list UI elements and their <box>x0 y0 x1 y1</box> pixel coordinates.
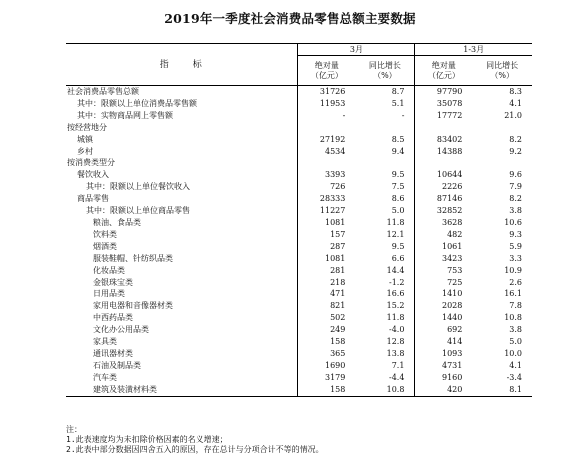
table-header <box>66 44 532 86</box>
table-row <box>66 146 532 158</box>
march-growth-value: 7.5 <box>391 182 405 192</box>
march-growth-value: 16.6 <box>386 289 405 299</box>
row-label: 社会消费品零售总额 <box>66 86 298 98</box>
march-abs-value: 158 <box>330 337 346 347</box>
q-abs-value: 725 <box>415 277 472 289</box>
q-growth-value: 8.2 <box>509 194 522 204</box>
table-row <box>66 348 532 360</box>
q-growth-value: 3.3 <box>509 253 522 263</box>
row-label: 餐饮收入 <box>66 169 298 181</box>
table-row <box>66 157 532 169</box>
march-growth-value: -4.0 <box>388 325 405 335</box>
row-label: 金银珠宝类 <box>66 277 298 289</box>
q-abs-value: 32852 <box>415 205 472 217</box>
march-growth-value <box>355 157 415 169</box>
header-jan-mar: 1-3月 <box>415 44 532 56</box>
q-abs-value: 17772 <box>415 110 472 122</box>
march-abs-value: 249 <box>330 325 346 335</box>
table-row <box>66 384 532 396</box>
march-growth-value <box>355 122 415 134</box>
note-2: 2.此表中部分数据因四舍五入的原因，存在总计与分项合计不等的情况。 <box>66 445 324 454</box>
q-abs-value: 753 <box>415 265 472 277</box>
q-abs-value: 87146 <box>415 193 472 205</box>
march-abs-value: 31726 <box>319 87 346 96</box>
march-abs-value: 365 <box>330 348 346 358</box>
table-row <box>66 134 532 146</box>
q-growth-value: 10.9 <box>504 265 522 275</box>
table-row <box>66 324 532 336</box>
row-label: 其中：实物商品网上零售额 <box>66 110 298 122</box>
indicator-header: 指 标 <box>66 44 298 86</box>
table-row <box>66 372 532 384</box>
march-abs-value: 27192 <box>319 134 346 144</box>
march-abs-value: 1690 <box>325 360 346 370</box>
march-growth-value: 13.8 <box>386 348 405 358</box>
q-abs-value: 420 <box>415 384 472 396</box>
row-label: 石油及制品类 <box>66 360 298 372</box>
q-growth-value: 3.8 <box>509 325 522 335</box>
march-abs-value: 1081 <box>325 217 346 227</box>
row-label: 汽车类 <box>66 372 298 384</box>
table-row <box>66 277 532 289</box>
march-abs-value: 158 <box>330 384 346 394</box>
march-growth-value: 8.6 <box>391 194 405 204</box>
march-abs-value: 3393 <box>325 170 346 180</box>
q-abs-value: 692 <box>415 324 472 336</box>
march-abs-value: 821 <box>330 301 346 311</box>
march-abs-value: 471 <box>330 289 346 299</box>
q-abs-value: 4731 <box>415 360 472 372</box>
table-row <box>66 193 532 205</box>
q-abs-value: 1440 <box>415 312 472 324</box>
q-abs-value: 1061 <box>415 241 472 253</box>
march-abs-value: 502 <box>330 313 346 323</box>
q-abs-value: 14388 <box>415 146 472 158</box>
march-abs-value: 11227 <box>319 206 346 216</box>
march-growth-value: 14.4 <box>386 265 405 275</box>
row-label: 家具类 <box>66 336 298 348</box>
table-row <box>66 169 532 181</box>
march-abs-value: 3179 <box>325 372 346 382</box>
table-row <box>66 122 532 134</box>
row-label: 中西药品类 <box>66 312 298 324</box>
table-row <box>66 300 532 312</box>
march-growth-value: 9.5 <box>391 170 405 180</box>
table-body <box>66 86 532 397</box>
page-title: 2019年一季度社会消费品零售总额主要数据 <box>164 11 416 26</box>
q-growth-value: -3.4 <box>506 372 522 382</box>
q-growth-value: 5.0 <box>509 337 522 347</box>
table-row <box>66 229 532 241</box>
march-abs-value: 287 <box>330 241 346 251</box>
q-growth-value: 9.2 <box>509 146 522 156</box>
q-abs-value: 3628 <box>415 217 472 229</box>
q-abs-value: 2028 <box>415 300 472 312</box>
note-1: 1.此表速度均为未扣除价格因素的名义增速； <box>66 435 228 444</box>
row-label: 日用品类 <box>66 288 298 300</box>
row-label: 城镇 <box>66 134 298 146</box>
row-label: 其中：限额以上单位商品零售 <box>66 205 298 217</box>
table-row <box>66 98 532 110</box>
header-q-growth: 同比增长 （%） <box>472 56 532 86</box>
march-growth-value: 5.0 <box>391 206 405 216</box>
march-growth-value: 11.8 <box>386 217 405 227</box>
row-label: 按消费类型分 <box>66 157 298 169</box>
table-row <box>66 181 532 193</box>
march-growth-value: 8.7 <box>391 87 405 96</box>
q-abs-value: 1093 <box>415 348 472 360</box>
march-growth-value: 12.8 <box>386 337 405 347</box>
retail-sales-table <box>66 43 532 397</box>
q-growth-value: 10.0 <box>504 348 522 358</box>
march-growth-value: 15.2 <box>386 301 405 311</box>
table-row <box>66 205 532 217</box>
march-abs-value: 157 <box>330 229 346 239</box>
march-growth-value: 11.8 <box>386 313 405 323</box>
march-abs-value: 726 <box>330 182 346 192</box>
q-growth-value: 7.8 <box>509 301 522 311</box>
q-abs-value <box>415 122 472 134</box>
q-abs-value: 10644 <box>415 169 472 181</box>
notes <box>66 425 324 455</box>
q-growth-value: 7.9 <box>509 182 522 192</box>
march-growth-value: 10.8 <box>386 384 405 394</box>
row-label: 通讯器材类 <box>66 348 298 360</box>
q-growth-value: 16.1 <box>504 289 522 299</box>
march-abs-value: 281 <box>330 265 346 275</box>
row-label: 烟酒类 <box>66 241 298 253</box>
row-label: 其中：限额以上单位餐饮收入 <box>66 181 298 193</box>
q-growth-value: 21.0 <box>504 110 522 120</box>
march-growth-value: 6.6 <box>391 253 405 263</box>
table-row <box>66 110 532 122</box>
q-growth-value: 10.6 <box>504 217 522 227</box>
q-abs-value <box>415 157 472 169</box>
q-abs-value: 2226 <box>415 181 472 193</box>
march-growth-value: 7.1 <box>391 360 405 370</box>
q-abs-value: 3423 <box>415 253 472 265</box>
q-abs-value: 1410 <box>415 288 472 300</box>
march-abs-value: 4534 <box>325 146 346 156</box>
row-label: 粮油、食品类 <box>66 217 298 229</box>
march-growth-value: - <box>401 110 405 120</box>
q-abs-value: 97790 <box>415 86 472 98</box>
row-label: 乡村 <box>66 146 298 158</box>
q-growth-value: 4.1 <box>509 98 522 108</box>
row-label: 其中：限额以上单位消费品零售额 <box>66 98 298 110</box>
header-march-abs: 绝对量 （亿元） <box>298 56 355 86</box>
q-growth-value: 8.1 <box>509 384 522 394</box>
q-abs-value: 35078 <box>415 98 472 110</box>
row-label: 文化办公用品类 <box>66 324 298 336</box>
row-label: 家用电器和音像器材类 <box>66 300 298 312</box>
header-q-abs: 绝对量 （亿元） <box>415 56 472 86</box>
row-label: 商品零售 <box>66 193 298 205</box>
march-abs-value: 1081 <box>325 253 346 263</box>
table-row <box>66 265 532 277</box>
q-growth-value: 5.9 <box>509 241 522 251</box>
header-march: 3月 <box>298 44 415 56</box>
table-row <box>66 86 532 98</box>
march-abs-value <box>298 122 355 134</box>
row-label: 化妆品类 <box>66 265 298 277</box>
march-growth-value: -1.2 <box>388 277 405 287</box>
q-abs-value: 414 <box>415 336 472 348</box>
q-abs-value: 482 <box>415 229 472 241</box>
table-row <box>66 217 532 229</box>
march-growth-value: 5.1 <box>391 98 405 108</box>
table-row <box>66 360 532 372</box>
q-growth-value <box>472 122 532 134</box>
march-abs-value: 28333 <box>319 194 346 204</box>
table-row <box>66 336 532 348</box>
row-label: 按经营地分 <box>66 122 298 134</box>
q-growth-value: 8.2 <box>509 134 522 144</box>
note-heading: 注： <box>66 425 82 434</box>
march-growth-value: 8.5 <box>391 134 405 144</box>
header-march-growth: 同比增长 （%） <box>355 56 415 86</box>
q-growth-value: 3.8 <box>509 206 522 216</box>
row-label: 建筑及装潢材料类 <box>66 384 298 396</box>
march-growth-value: 9.4 <box>391 146 405 156</box>
march-abs-value: 11953 <box>319 98 346 108</box>
march-growth-value: 12.1 <box>386 229 405 239</box>
row-label: 服装鞋帽、针纺织品类 <box>66 253 298 265</box>
q-growth-value: 4.1 <box>509 360 522 370</box>
row-label: 饮料类 <box>66 229 298 241</box>
march-abs-value: - <box>342 110 346 120</box>
q-abs-value: 83402 <box>415 134 472 146</box>
march-abs-value <box>298 157 355 169</box>
table-row <box>66 312 532 324</box>
q-growth-value: 8.3 <box>509 87 522 96</box>
q-growth-value: 9.3 <box>509 229 522 239</box>
march-growth-value: 9.5 <box>391 241 405 251</box>
q-abs-value: 9160 <box>415 372 472 384</box>
q-growth-value: 10.8 <box>504 313 522 323</box>
march-abs-value: 218 <box>330 277 346 287</box>
table-row <box>66 241 532 253</box>
march-growth-value: -4.4 <box>388 372 405 382</box>
table-row <box>66 288 532 300</box>
table-row <box>66 253 532 265</box>
q-growth-value: 2.6 <box>509 277 522 287</box>
q-growth-value <box>472 157 532 169</box>
q-growth-value: 9.6 <box>509 170 522 180</box>
